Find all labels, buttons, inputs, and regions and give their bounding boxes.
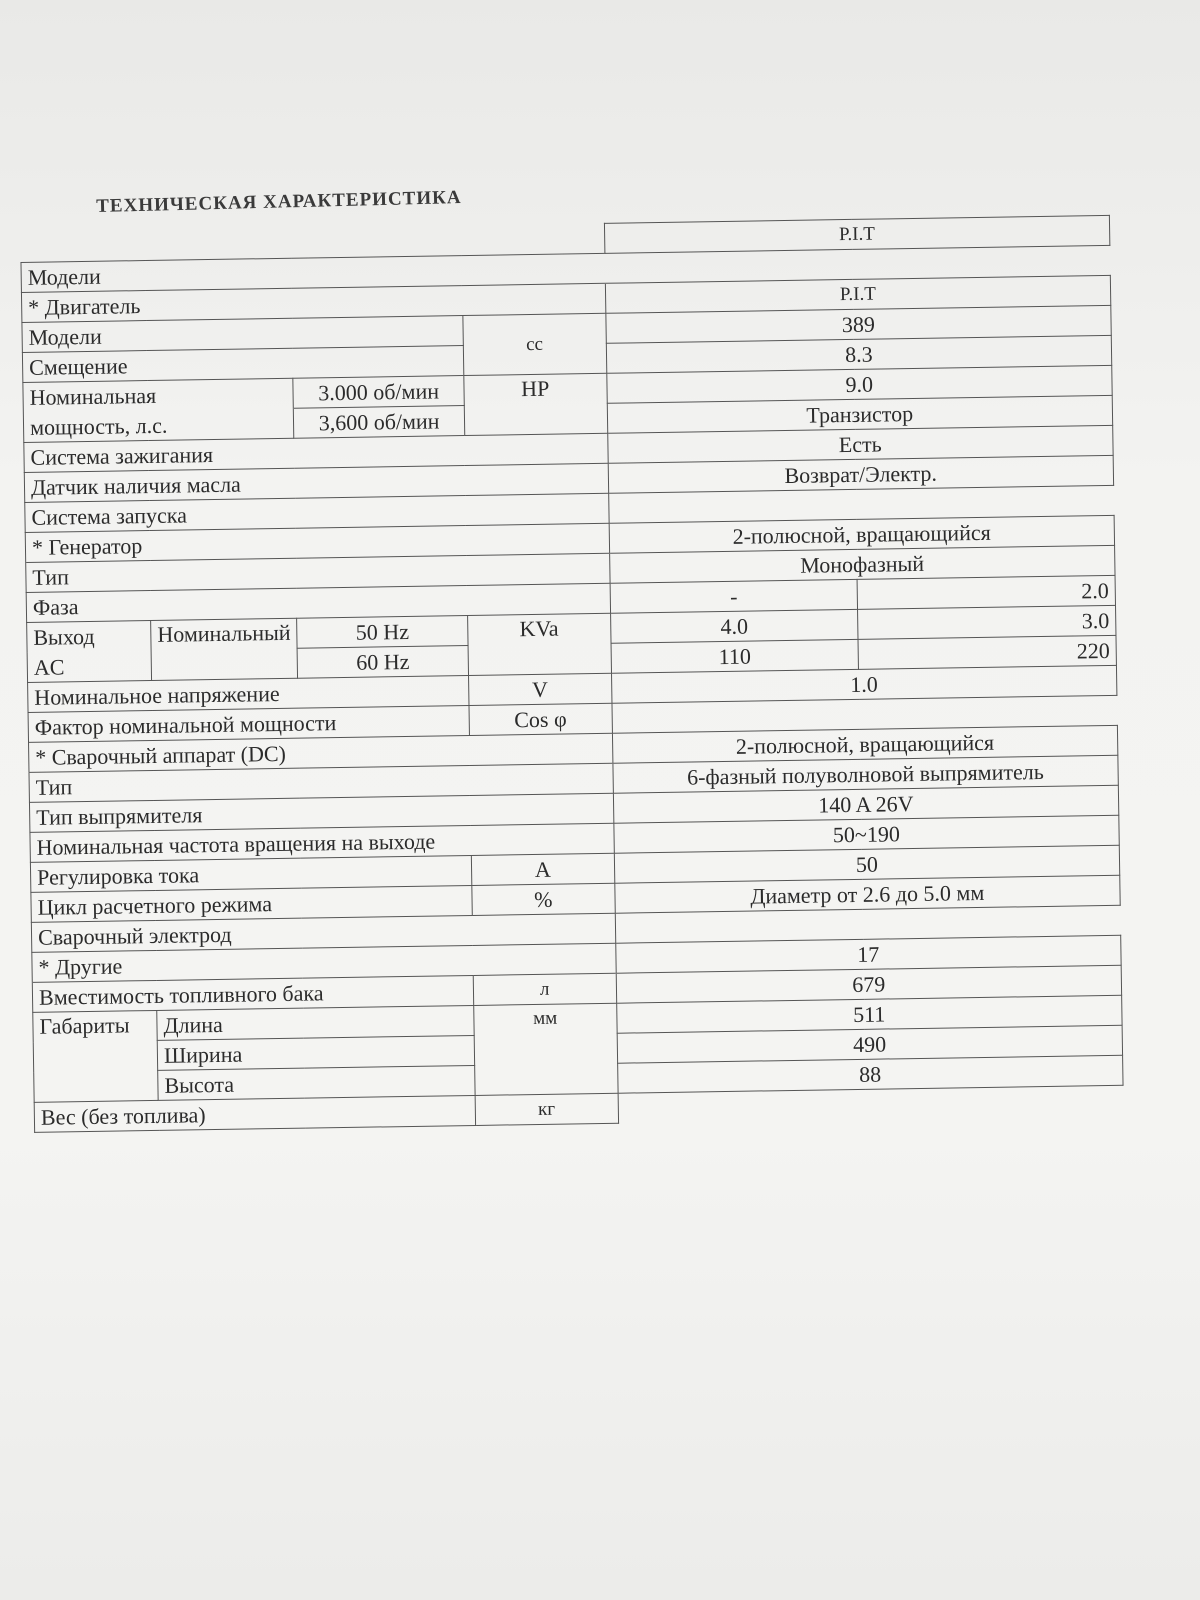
- hz-50: 50 Hz: [297, 616, 468, 649]
- power-factor-unit: Cos φ: [469, 703, 612, 735]
- start-value: Возврат/Электр.: [608, 455, 1114, 493]
- output-label-ac: AC: [27, 650, 151, 682]
- length-label: Длина: [157, 1005, 474, 1040]
- welder-type-label: Тип: [29, 763, 613, 802]
- phase-label: Фаза: [26, 583, 610, 622]
- welder-type-value: 2-полюсной, вращающийся: [612, 725, 1118, 763]
- rectifier-value: 6-фазный полуволновой выпрямитель: [613, 755, 1119, 793]
- duty-label: Цикл расчетного режима: [31, 885, 472, 922]
- header-label: Модели: [21, 253, 605, 292]
- electrode-value: Диаметр от 2.6 до 5.0 мм: [614, 875, 1120, 913]
- output-label: Выход: [27, 620, 151, 652]
- dims-label: Габариты: [33, 1010, 158, 1102]
- displacement-unit: cc: [463, 313, 607, 375]
- out-60-a: 4.0: [610, 609, 858, 643]
- rpm-3000: 3.000 об/мин: [293, 376, 464, 409]
- engine-section-value: P.I.T: [605, 275, 1111, 313]
- document-title: ТЕХНИЧЕСКАЯ ХАРАКТЕРИСТИКА: [96, 187, 462, 217]
- duty-unit: %: [472, 883, 615, 915]
- weight-label: Вес (без топлива): [34, 1095, 475, 1132]
- power-3600-value: Транзистор: [607, 395, 1113, 433]
- rpm-3600: 3,600 об/мин: [294, 406, 465, 439]
- tank-label: Вместимость топливного бака: [32, 975, 473, 1012]
- section-title-engine: * Двигатель: [21, 283, 605, 322]
- spec-table: [20, 215, 1124, 1133]
- weight-value: 88: [617, 1055, 1123, 1093]
- width-value: 511: [616, 995, 1122, 1033]
- section-title-welder: * Сварочный аппарат (DC): [29, 733, 613, 772]
- weight-unit: кг: [475, 1093, 618, 1125]
- length-value: 679: [616, 965, 1122, 1003]
- power-factor-value: 1.0: [611, 665, 1117, 703]
- rated-freq-label: Номинальная частота вращения на выходе: [30, 823, 614, 862]
- current-label: Регулировка тока: [30, 855, 471, 892]
- dims-unit: мм: [474, 1003, 618, 1095]
- current-value: 50~190: [613, 815, 1119, 853]
- displacement-value: 8.3: [606, 335, 1112, 373]
- current-unit: A: [471, 853, 614, 885]
- height-value: 490: [617, 1025, 1123, 1063]
- ignition-label: Система зажигания: [24, 433, 608, 472]
- voltage-a: 110: [611, 639, 859, 673]
- models-value: 389: [605, 305, 1111, 343]
- start-label: Система запуска: [25, 493, 609, 532]
- oil-sensor-value: Есть: [607, 425, 1113, 463]
- nominal-label: Номинальный: [151, 618, 298, 680]
- models-label: Модели: [22, 316, 463, 353]
- tank-value: 17: [615, 935, 1121, 973]
- duty-value: 50: [614, 845, 1120, 883]
- rectifier-label: Тип выпрямителя: [29, 793, 613, 832]
- section-title-other: * Другие: [32, 943, 616, 982]
- power-unit: HP: [464, 373, 608, 435]
- displacement-label: Смещение: [22, 346, 463, 383]
- voltage-unit: V: [468, 673, 611, 705]
- phase-value: Монофазный: [609, 545, 1115, 583]
- voltage-b: 220: [858, 635, 1116, 669]
- width-label: Ширина: [157, 1035, 474, 1070]
- electrode-label: Сварочный электрод: [31, 913, 615, 952]
- rated-freq-value: 140 A 26V: [613, 785, 1119, 823]
- tank-unit: л: [473, 973, 616, 1005]
- height-label: Высота: [158, 1065, 475, 1100]
- generator-type-value: 2-полюсной, вращающийся: [609, 515, 1115, 553]
- out-50-a: -: [610, 579, 858, 613]
- rated-power-label: Номинальная: [23, 378, 294, 412]
- voltage-label: Номинальное напряжение: [28, 676, 469, 713]
- oil-sensor-label: Датчик наличия масла: [24, 463, 608, 502]
- out-50-b: 2.0: [857, 575, 1115, 609]
- generator-type-label: Тип: [26, 553, 610, 592]
- power-3000-value: 9.0: [606, 365, 1112, 403]
- rated-power-label-2: мощность, л.с.: [23, 408, 294, 442]
- hz-60: 60 Hz: [297, 646, 468, 679]
- header-value: P.I.T: [604, 215, 1110, 253]
- power-factor-label: Фактор номинальной мощности: [28, 706, 469, 743]
- kva-unit: KVa: [467, 613, 611, 675]
- out-60-b: 3.0: [858, 605, 1116, 639]
- section-title-generator: * Генератор: [25, 523, 609, 562]
